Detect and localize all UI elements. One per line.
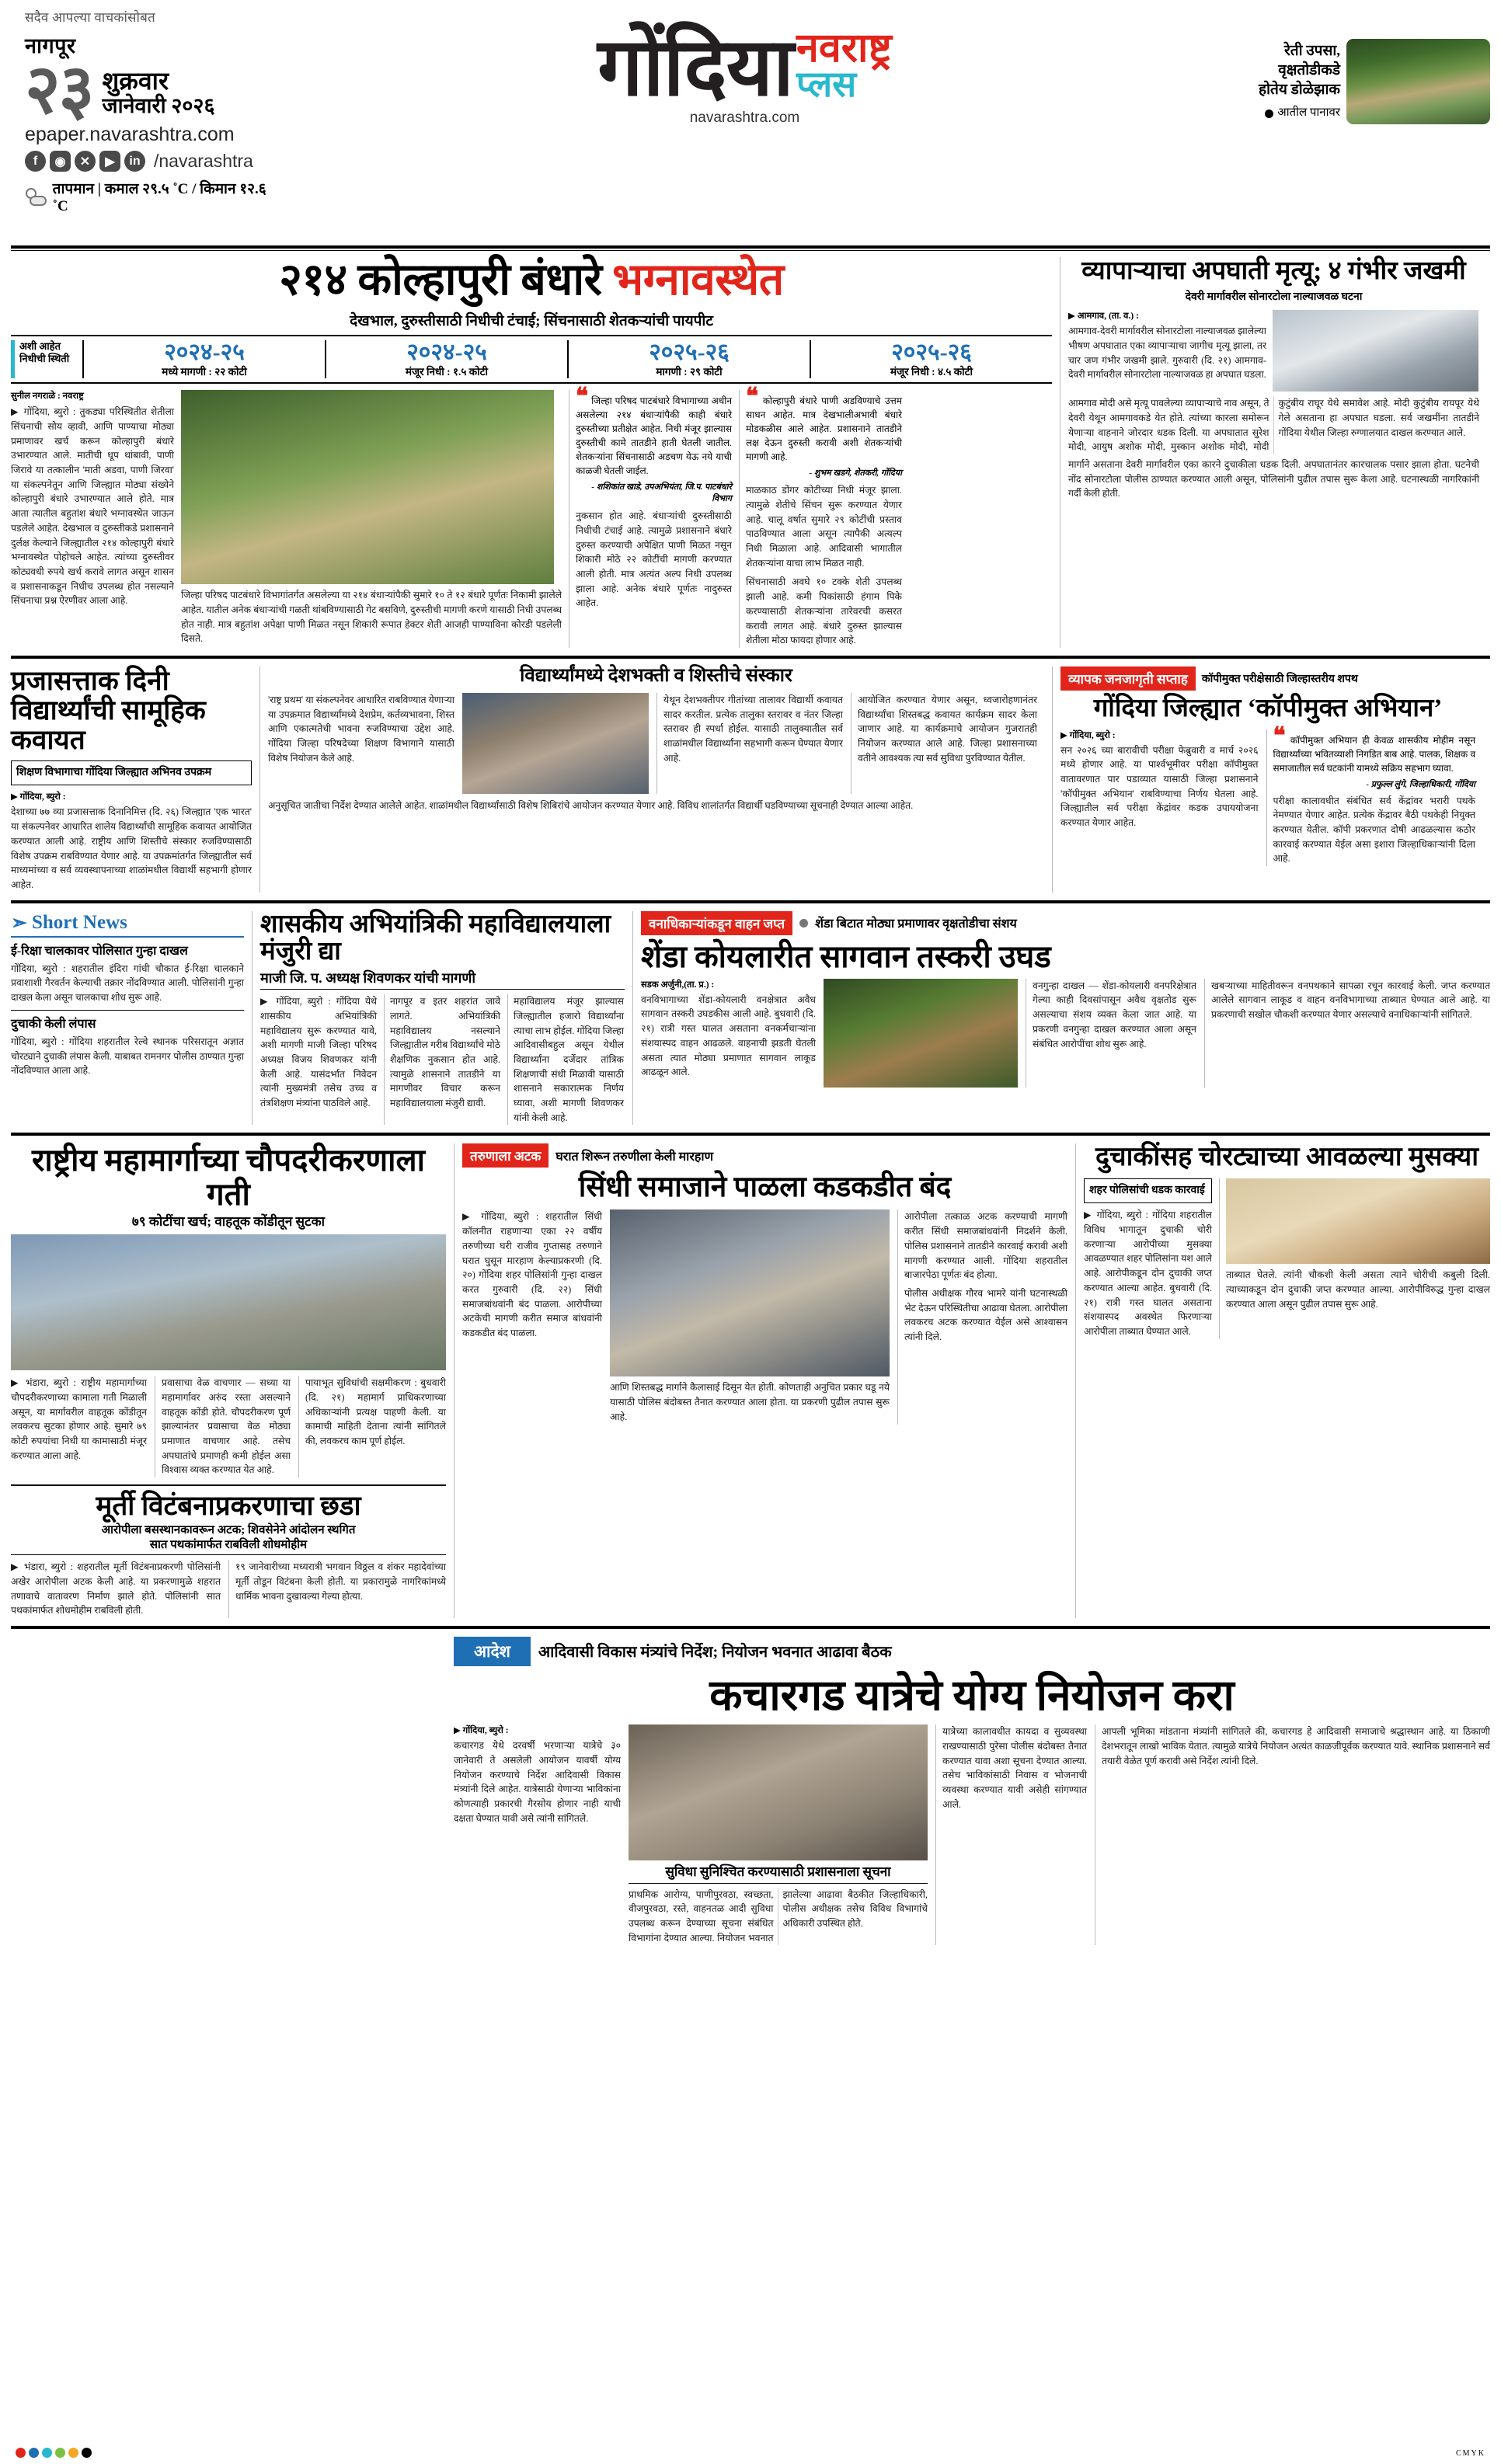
order-bar: आदेश (454, 1637, 531, 1666)
quote-open-icon: ❝ (576, 384, 589, 410)
parade-story (259, 666, 1044, 893)
site-url[interactable]: navarashtra.com (689, 110, 800, 127)
databox-year: २०२४-२५ (164, 339, 245, 365)
copyfree-headline: गोंदिया जिल्ह्यात ‘कॉपीमुक्त अभियान’ (1093, 694, 1443, 722)
temperature-text: तापमान | कमाल २९.५ ˚C / किमान १२.६ ˚C (52, 181, 266, 215)
sindhi-note: घरात शिरून तरुणीला केली मारहाण (555, 1150, 714, 1164)
x-icon[interactable]: ✕ (75, 151, 96, 172)
bike-theft-text-2: ताब्यात घेतले. त्यांनी चौकशी केली असता त्याने चोरीची कबुली दिली. त्याच्याकडून दोन दुचाकी जप्त करण्यात आल्या. आरोपीविरुद्ध गुन्हा दाखल करण्यात आला असून पुढील तपास सुरू आहे. (1226, 1269, 1490, 1310)
dot-yellow (68, 2448, 78, 2458)
education-headline: प्रजासत्ताक दिनी विद्यार्थ्यांची सामूहिक कवायत (11, 665, 206, 755)
kachargad-text-3: यात्रेच्या कालावधीत कायदा व सुव्यवस्था राखण्यासाठी पुरेसा पोलीस बंदोबस्त तैनात करण्यात यावा अशा सूचना देण्यात आल्या. तसेच भाविकांसाठी निवास व भोजनाची व्यवस्था करण्यात यावी असेही सांगण्यात आले. (942, 1726, 1087, 1810)
funding-databoxes (11, 335, 1052, 385)
databox-value: मागणी : २९ कोटी (656, 366, 723, 378)
copyfree-quote-text: कॉपीमुक्त अभियान ही केवळ शासकीय मोहीम नसून विद्यार्थ्यांच्या भवितव्याशी निगडित बाब आहे. पालक, शिक्षक व समाजातील सर्व घटकांनी यामध्ये सक्रिय सहभाग घ्यावा. (1273, 734, 1475, 774)
short-news-column (11, 911, 244, 1126)
teaser-line-1: रेती उपसा, (1284, 43, 1340, 60)
band-4 (11, 1143, 1490, 1617)
top-right-byline: ▶ आमगाव, (ता. व.) : (1068, 311, 1139, 322)
tagline: सदैव आपल्या वाचकांसोबत (25, 10, 155, 25)
short-news-item-1-text: गोंदिया, ब्युरो : शहरातील इंदिरा गांधी चौकात ई-रिक्षा चालकाने प्रवाशाशी गैरवर्तन केल्याची तक्रार नोंदविण्यात आली. पोलिसांनी गुन्हा दाखल केला असून चालकाचा शोध सुरू आहे. (11, 962, 244, 1004)
databox-label: अशी आहेत निधीची स्थिती (11, 340, 82, 379)
databox-year: २०२५-२६ (649, 339, 730, 365)
short-news-arrow-icon: ➣ (11, 912, 27, 934)
lead-text-2: जिल्हा परिषद पाटबंधारे विभागांतर्गत असलेल्या या २१४ बंधाऱ्यांपैकी सुमारे १० ते १२ बंधारे पूर्णतः निकामी झालेले आहेत. यातील अनेक बंधाऱ्यांची गळती थांबविण्यासाठी गेट बसविणे, दुरुस्तीची मागणी करणे यासाठी निधी उपलब्ध होत नाही. मात्र बहुतांश अपेक्षा पाणी मिळत नसून शिकारी रूपात हेक्टर शेती आजही पाण्याविना कोरडी पडलेली दिसते. (181, 590, 562, 645)
highway-subhead: ७९ कोटींचा खर्च; वाहतूक कोंडीतून सुटका (131, 1213, 326, 1229)
education-text: देशाच्या ७७ व्या प्रजासत्ताक दिनानिमित्त (दि. २६) जिल्ह्यात 'एक भारत' या संकल्पनेवर आधारित शालेय विद्यार्थ्यांची सामूहिक कवायत आयोजित करण्यात आली आहे. राष्ट्रीय आणि शिस्तीचे संस्कार रुजविण्यासाठी विशेष उपक्रम राबविण्यात येणार आहे. या उपक्रमांतर्गत जिल्ह्यातील सर्व माध्यमांच्या व सर्व व्यवस्थापनाच्या शाळांमधील विद्यार्थी सहभागी होणार आहेत. (11, 806, 252, 890)
bike-theft-photo (1226, 1178, 1490, 1264)
databox-value: मध्ये मागणी : २२ कोटी (162, 366, 247, 378)
temperature-row (25, 178, 267, 215)
idol-text-2: १९ जानेवारीच्या मध्यरात्री भगवान विठ्ठल व शंकर महादेवांच्या मूर्ती तोडून विटंबना केली होती. या प्रकारामुळे नागरिकांमध्ये धार्मिक भावना दुखावल्या गेल्या होत्या. (235, 1561, 446, 1602)
short-news-item-2-title[interactable]: दुचाकी केली लंपास (11, 1017, 96, 1031)
engineering-headline: शासकीय अभियांत्रिकी महाविद्यालयाला मंजुरी द्या (260, 910, 611, 966)
teaser-text (1222, 42, 1340, 121)
kachargad-text-2: प्राथमिक आरोग्य, पाणीपुरवठा, स्वच्छता, वीजपुरवठा, रस्ते, वाहनतळ आदी सुविधा उपलब्ध करून देण्याच्या सूचना संबंधित विभागांना देण्यात आल्या. नियोजन भवनात झालेल्या आढावा बैठकीत जिल्हाधिकारी, पोलीस अधीक्षक तसेच विविध विभागांचे अधिकारी उपस्थित होते. (629, 1888, 928, 1944)
masthead-teaser[interactable] (1222, 8, 1490, 124)
lead-text-1: ▶ गोंदिया, ब्युरो : तुकड्या परिस्थितीत शेतीला सिंचनाची सोय व्हावी, आणि पाण्याचा मोठ्या प्रमाणावर खर्च करून कोल्हापुरी बंधारे उभारण्यात आले. मातीची धूप थांबावी, पाणी जिरावे या तत्कालीन 'माती अडवा, पाणी जिरवा' या संकल्पनेतून आणि जिल्ह्यात मोठ्या संख्येने कोल्हापुरी बंधारे उभारण्यात आले होते. मात्र आता त्यातील बहुतांश बंधारे भग्नावस्थेत जाऊन पडलेले आहेत. देखभाल व दुरुस्तीकडे प्रशासनाने दुर्लक्ष केल्याने जिल्ह्यातील २१४ कोल्हापुरी बंधारे भग्नावस्थेत पोहोचले आहेत. त्यांच्या दुरुस्तीवर कोट्यवधी रुपये खर्च करावे लागत असून शासन व प्रशासनाकडून निधीच उपलब्ध होत नसल्याने सिंचनाचा प्रश्न ऐरणीवर आला आहे. (11, 406, 174, 607)
dot-red (16, 2448, 26, 2458)
top-right-subhead: देवरी मार्गावरील सोनारटोला नाल्याजवळ घटना (1185, 291, 1363, 304)
kachargad-text-1: कचारगड येथे दरवर्षी भरणाऱ्या यात्रेचे ३० जानेवारी ते असलेली आयोजन यावर्षी योग्य नियोजन करण्याचे निर्देश आदिवासी विकास मंत्र्यांनी दिले आहेत. यात्रेसाठी येणाऱ्या भाविकांना कोणत्याही प्रकारची गैरसोय होणार नाही याची दक्षता घेण्यात यावी असे त्यांनी सांगितले. (454, 1740, 621, 1824)
teaser-subtext: आतील पानावर (1277, 106, 1340, 120)
idol-subhead-2: सात पथकांमार्फत राबविली शोधमोहीम (11, 1539, 446, 1555)
quote-open-icon-2: ❝ (746, 384, 759, 410)
teak-byline: सडक अर्जुनी,(ता. प्र.) : (641, 980, 715, 990)
top-right-text-3: मार्गाने असताना देवरी मार्गावरील एका कारने दुचाकीला धडक दिली. अपघातानंतर कारचालक पसार झाला होता. घटनेची नोंद सोनारटोला पोलीस ठाण्यात करण्यात आली असून, पोलिसांनी पुढील तपास सुरू केला आहे. घटनास्थळी नागरिकांनी गर्दी केली होती. (1068, 459, 1479, 499)
weather-icon (25, 187, 47, 206)
copyfree-quote-source: - प्रफुल्ल लुंगे, जिल्हाधिकारी, गोंदिया (1366, 779, 1475, 789)
bike-theft-text-1: ▶ गोंदिया, ब्युरो : गोंदिया शहरातील विविध भागातून दुचाकी चोरी करणाऱ्या आरोपीच्या मुसक्या आवळण्यात शहर पोलिसांना यश आले आहे. आरोपीकडून दोन दुचाकी जप्त करण्यात आल्या आहेत. बुधवारी (दि. २१) रात्री गस्त घालत असताना संशयास्पद अवस्थेत फिरणाऱ्या आरोपीला ताब्यात घेण्यात आले. (1084, 1209, 1212, 1337)
youtube-icon[interactable]: ▶ (99, 151, 120, 172)
lead-text-5: सिंचनासाठी अवघे १० टक्के शेती उपलब्ध झाली आहे. कमी पिकांसाठी हंगाम पिके करण्यासाठी शेतकऱ्यांना तारेवरची कसरत करावी लागत आहे. बंधारे दुरुस्त झाल्यास शेतीला मोठा फायदा होणार आहे. (746, 576, 902, 646)
facebook-icon[interactable]: f (25, 151, 46, 172)
parade-text-1: 'राष्ट्र प्रथम' या संकल्पनेवर आधारित राबविण्यात येणाऱ्या या उपक्रमात विद्यार्थ्यांमध्ये देशप्रेम, कर्तव्यभावना, शिस्त आणि एकात्मतेची भावना रुजविण्याचा उद्देश आहे. गोंदिया जिल्हा परिषदेच्या शिक्षण विभागाने यासाठी विशेष नियोजन केले आहे. (268, 694, 454, 764)
databox-1 (325, 340, 567, 379)
band4-divider (11, 1626, 1490, 1629)
kachargad-story (454, 1637, 1490, 1946)
parade-text-3: आयोजित करण्यात येणार असून, ध्वजारोहणानंतर विद्यार्थ्यांचा शिस्तबद्ध कवायत कार्यक्रम सादर केला जाणार आहे. या कार्यक्रमाचे आयोजन गुजरातही नियोजन करण्यात आले आहे. जिल्हा प्रशासनाच्या वतीने आवश्यक त्या सर्व सुविधा पुरविण्यात येतील. (858, 694, 1037, 764)
short-news-header (11, 911, 244, 938)
education-byline: ▶ गोंदिया, ब्युरो : (11, 792, 66, 802)
month-year: जानेवारी २०२६ (102, 93, 215, 117)
lead-quote-1-source: - शशिकांत खाडे, उपअभियंता, जि.प. पाटबंधारे विभाग (591, 482, 732, 504)
teaser-photo (1346, 39, 1490, 124)
top-right-story (1060, 257, 1479, 648)
band1-divider (11, 656, 1490, 659)
highway-headline: राष्ट्रीय महामार्गाच्या चौपदरीकरणाला गती (32, 1143, 425, 1212)
dot-black (82, 2448, 92, 2458)
lead-headline-black: २१४ कोल्हापुरी बंधारे (279, 256, 613, 305)
short-news-item-1-title[interactable]: ई-रिक्षा चालकावर पोलिसात गुन्हा दाखल (11, 944, 188, 958)
highway-photo (11, 1234, 446, 1370)
teak-smuggling-story (632, 911, 1490, 1126)
lead-body (11, 384, 1052, 648)
copyfree-quote (1273, 722, 1475, 775)
idol-subhead: आरोपीला बसस्थानकावरून अटक; शिवसेनेने आंदोलन स्थगित (101, 1523, 356, 1537)
date-row (25, 53, 267, 128)
top-right-text-1: आमगाव-देवरी मार्गावरील सोनारटोला नाल्याजवळ झालेल्या भीषण अपघातात एका व्यापाऱ्याचा जागीच मृत्यू झाला, तर चार जण गंभीर जखमी झाले. गुरुवारी (दि. २१) आमगाव-देवरी मार्गावरील सोनारटोला नाल्याजवळ हा अपघात घडला. (1068, 325, 1266, 381)
date-number: २३ (25, 53, 93, 128)
idol-headline: मूर्ती विटंबनाप्रकरणाचा छडा (96, 1491, 361, 1522)
order-note: आदिवासी विकास मंत्र्यांचे निर्देश; नियोजन भवनात आढावा बैठक (538, 1644, 892, 1662)
sindhi-text-2: आरोपीला तत्काळ अटक करण्याची मागणी करीत सिंधी समाजबांधवांनी निदर्शने केली. पोलिस प्रशासनाने तातडीने कारवाई करावी अशी मागणी करण्यात आली. गोंदिया शहरातील बाजारपेठा पूर्णतः बंद होत्या. (904, 1211, 1067, 1281)
kachargad-text-4: आपली भूमिका मांडताना मंत्र्यांनी सांगितले की, कचारगड हे आदिवासी समाजाचे श्रद्धास्थान आहे. या ठिकाणी देशभरातून लाखो भाविक येतात. त्यामुळे यात्रेचे नियोजन अत्यंत काळजीपूर्वक करण्यात यावे. स्थानिक प्रशासनाने सर्व तयारी वेळेत पूर्ण करावी असे निर्देश त्यांनी दिले. (1102, 1726, 1490, 1766)
bullet-icon-2 (799, 919, 808, 927)
lead-headline-red: भग्नावस्थेत (612, 256, 784, 305)
kachargad-photo (629, 1724, 928, 1860)
masthead-logo (267, 8, 1222, 127)
masthead (11, 8, 1490, 241)
databox-value: मंजूर निधी : १.५ कोटी (406, 366, 488, 378)
teak-photo (824, 979, 1018, 1088)
top-right-text-2: आमगाव मोदी असे मृत्यू पावलेल्या व्यापाऱ्याचे नाव असून, ते देवरी येथून आमगावकडे येत होते. त्यांच्या कारला समोरून येणाऱ्या वाहनाने जोरदार धडक दिली. या अपघातात सुरेश मोदी, आयुष अशोक मोदी, मुस्कान अशोक मोदी, मोदी कुटुंबीय राघूर येथे समावेश आहे. मोदी कुटुंबीय रायपूर येथे गेले असताना हा अपघात घडला. सर्व जखमींना तातडीने गोंदिया येथील जिल्हा रुग्णालयात दाखल करण्यात आले. (1068, 398, 1479, 453)
sindhi-photo (610, 1209, 890, 1376)
lead-band (11, 257, 1490, 648)
bullet-icon (1265, 110, 1273, 118)
lead-photo (181, 390, 554, 584)
accident-photo (1273, 310, 1478, 392)
lead-col-3 (569, 384, 732, 648)
bike-theft-box: शहर पोलिसांची धडक कारवाई (1084, 1178, 1212, 1203)
copyfree-note: कॉपीमुक्त परीक्षेसाठी जिल्हास्तरीय शपथ (1201, 673, 1358, 685)
databox-year: २०२४-२५ (406, 339, 487, 365)
social-links[interactable] (25, 151, 267, 172)
sindhi-bandh-story (454, 1143, 1067, 1617)
logo-plus: प्लस (796, 64, 857, 105)
databox-value: मंजूर निधी : ४.५ कोटी (890, 366, 973, 378)
parade-text-4: अनुसूचित जातीचा निर्देश देण्यात आलेले आहेत. शाळांमधील विद्यार्थ्यांसाठी विशेष शिबिरांचे आयोजन करण्यात येणार आहे. विविध शालांतर्गत विद्यार्थी घडविण्याच्या सूचनाही देण्यात आल्या आहेत. (268, 799, 914, 811)
lead-text-3: नुकसान होत आहे. बंधाऱ्यांची दुरुस्तीसाठी निधीची टंचाई आहे. त्यामुळे प्रशासनाने बंधारे दुरुस्त करण्याची अपेक्षित पाणी मिळत नसून शिकारी मोठे २२ कोटींची मागणी करण्यात आली होती. मात्र अत्यंत अल्प निधी उपलब्ध झाला आहे. अनेक बंधारे पूर्णतः नादुरुस्त आहेत. (576, 510, 732, 609)
lead-quote-2 (746, 384, 902, 464)
band2-divider (11, 900, 1490, 903)
short-news-item-2-text: गोंदिया, ब्युरो : गोंदिया शहरातील रेल्वे स्थानक परिसरातून अज्ञात चोरट्याने दुचाकी लंपास केली. याबाबत रामनगर पोलीस ठाण्यात गुन्हा नोंदविण्यात आला आहे. (11, 1036, 244, 1077)
copyfree-byline: ▶ गोंदिया, ब्युरो : (1060, 730, 1116, 740)
masthead-left (11, 8, 267, 215)
lead-col-4 (739, 384, 902, 648)
highway-text-3: पायाभूत सुविधांची सक्षमीकरण : बुधवारी (दि. २१) महामार्ग प्राधिकरणाच्या अधिकाऱ्यांनी प्रत्यक्ष पाहणी केली. या कामाची माहिती देताना त्यांनी सांगितले की, लवकरच काम पूर्ण होईल. (305, 1377, 446, 1446)
copyfree-story (1052, 666, 1475, 893)
sindhi-headline: सिंधी समाजाने पाळला कडकडीत बंद (578, 1171, 952, 1204)
band-3 (11, 911, 1490, 1126)
teak-bar: वनाधिकाऱ्यांकडून वाहन जप्त (641, 911, 792, 935)
kachargad-byline: ▶ गोंदिया, ब्युरो : (454, 1726, 509, 1736)
engineering-text-2: नागपूर व इतर शहरांत जावे लागते. अभियांत्रिकी महाविद्यालय नसल्याने जिल्ह्यातील गरीब विद्यार्थ्यांचे मोठे शैक्षणिक नुकसान होत आहे. त्यामुळे शासनाने तातडीने या मागणीवर विचार करून महाविद्यालयाला मंजुरी द्यावी. (390, 996, 500, 1109)
idol-text-1: ▶ भंडारा, ब्युरो : शहरातील मूर्ती विटंबनाप्रकरणी पोलिसांनी अखेर आरोपीला अटक केली आहे. या प्रकरणामुळे शहरात तणावाचे वातावरण निर्माण झाले होते. पोलिसांनी सात पथकांमार्फत शोधमोहीम राबविली होती. (11, 1561, 221, 1617)
day-name: शुक्रवार (102, 67, 169, 95)
lead-text-4: माळकाठ डोंगर कोटीच्या निधी मंजूर झाला. त्यामुळे शेतीचे सिंचन सुरू करण्यात येणार आहे. चालू वर्षात सुमारे २९ कोटींची प्रस्ताव पाठविण्यात आला असून त्यापैकी अत्यल्प निधी मिळाला आहे. आदिवासी भागातील शेतकऱ्यांना याचा लाभ मिळत नाही. (746, 485, 902, 569)
lead-quote-2-source: - शुभम खडगे, शेतकरी, गोंदिया (809, 468, 902, 479)
masthead-divider (11, 245, 1490, 249)
sindhi-bar: तरुणाला अटक (462, 1143, 549, 1168)
parade-photo (462, 693, 649, 794)
dot-blue (29, 2448, 39, 2458)
social-handle: /navarashtra (154, 151, 253, 172)
engineering-text-3: महाविद्यालय मंजूर झाल्यास जिल्ह्यातील हजारो विद्यार्थ्यांना त्याचा लाभ होईल. गोंदिया जिल्हा आदिवासीबहुल असून येथील विद्यार्थ्यांना दर्जेदार तांत्रिक शिक्षणाची संधी मिळावी यासाठी शासनाने सकारात्मक निर्णय घ्यावा, अशी मागणी शिवणकर यांनी केली आहे. (514, 996, 624, 1123)
linkedin-icon[interactable]: in (124, 151, 145, 172)
masthead-divider-thin (11, 250, 1490, 251)
instagram-icon[interactable]: ◉ (50, 151, 71, 172)
highway-story (11, 1143, 446, 1617)
parade-text-2: येथून देशभक्तीपर गीतांच्या तालावर विद्यार्थी कवायत सादर करतील. प्रत्येक तालुका स्तरावर व नंतर जिल्हा स्तरावर ही स्पर्धा होईल. यासाठी तालुक्यातील सर्व शाळांमधील विद्यार्थ्यांना सहभागी करून घेण्यात येणार आहे. (663, 694, 843, 764)
copyfree-text-2: परीक्षा कालावधीत संबंधित सर्व केंद्रांवर भरारी पथके नेमण्यात येणार आहेत. प्रत्येक केंद्रावर बैठी पथकेही नियुक्त करण्यात येतील. कॉपी प्रकरणात दोषी आढळल्यास कठोर कारवाई करण्यात येईल असा इशारा जिल्हाधिकाऱ्यांनी दिला आहे. (1273, 795, 1475, 865)
highway-text-1: ▶ भंडारा, ब्युरो : राष्ट्रीय महामार्गाच्या चौपदरीकरणाच्या कामाला गती मिळाली असून, या मार्गावरील वाहतूक कोंडीतून लवकरच सुटका होणार आहे. सुमारे ७९ कोटी रुपयांचा निधी या कामासाठी मंजूर करण्यात आला आहे. (11, 1377, 147, 1461)
parade-subtitle: विद्यार्थ्यांमध्ये देशभक्ती व शिस्तीचे संस्कार (520, 665, 792, 686)
education-story (11, 666, 252, 893)
cmyk-marker: CMYK (1455, 2449, 1485, 2458)
lead-quote-2-text: कोल्हापुरी बंधारे पाणी अडविण्याचे उत्तम साधन आहेत. मात्र देखभालीअभावी बंधारे मोडकळीस आले आहेत. प्रशासनाने तातडीने लक्ष देऊन दुरुस्ती करावी अशी शेतकऱ्यांची मागणी आहे. (746, 395, 902, 463)
teaser-subtext-row (1222, 106, 1340, 121)
databox-0 (82, 340, 325, 379)
lead-subhead: देखभाल, दुरुस्तीसाठी निधीची टंचाई; सिंचनासाठी शेतकऱ्यांची पायपीट (350, 312, 713, 329)
copyfree-bar: व्यापक जनजागृती सप्ताह (1060, 666, 1196, 691)
sindhi-text-3: आणि शिस्तबद्ध मार्गाने कैलासाई दिसून येत होती. कोणताही अनुचित प्रकार घडू नये यासाठी पोलिस बंदोबस्त तैनात करण्यात आला होता. या प्रकरणी पुढील तपास सुरू आहे. (610, 1382, 890, 1422)
lead-byline: सुनील नगराळे : नवराष्ट्र (11, 392, 84, 402)
band3-divider (11, 1133, 1490, 1136)
short-news-title: Short News (31, 911, 127, 933)
lead-story (11, 257, 1052, 648)
teak-text-1: वनविभागाच्या शेंडा-कोयलारी वनक्षेत्रात अवैध सागवान तस्करी उघडकीस आली आहे. बुधवारी (दि. २१) रात्री गस्त घालत असताना वनकर्मचाऱ्यांना संशयास्पद वाहन आढळले. वाहनाची झडती घेतली असता त्यात मोठ्या प्रमाणात सागवान लाकूड आढळून आले. (641, 994, 816, 1078)
band-5 (11, 1637, 1490, 1946)
lead-quote-1 (576, 384, 732, 478)
teak-note: शेंडा बिटात मोठ्या प्रमाणावर वृक्षतोडीचा संशय (815, 917, 1017, 931)
education-box: शिक्षण विभागाचा गोंदिया जिल्ह्यात अभिनव उपक्रम (11, 760, 252, 785)
lead-photo-col (181, 390, 562, 648)
bike-theft-headline: दुचाकींसह चोरट्याच्या आवळल्या मुसक्या (1095, 1143, 1479, 1172)
highway-text-2: प्रवासाचा वेळ वाचणार — सध्या या महामार्गावर अरुंद रस्ता असल्याने वाहतूक कोंडी होते. चौपदरीकरण पूर्ण झाल्यानंतर प्रवासाचा वेळ मोठ्या प्रमाणात वाचणार आहे. तसेच अपघातांचे प्रमाणही कमी होईल असा विश्वास व्यक्त करण्यात येत आहे. (162, 1377, 291, 1476)
databox-2 (567, 340, 810, 379)
bike-theft-story (1075, 1143, 1490, 1617)
engineering-college-story (252, 911, 625, 1126)
edition-city: नागपूर (25, 34, 76, 57)
kachargad-subhead: सुविधा सुनिश्चित करण्यासाठी प्रशासनाला सूचना (629, 1865, 928, 1883)
color-registration-dots (16, 2448, 92, 2458)
logo-title: गोंदिया (597, 23, 793, 113)
engineering-text-1: ▶ गोंदिया, ब्युरो : गोंदिया येथे शासकीय अभियांत्रिकी महाविद्यालय सुरू करण्यात यावे, अशी मागणी माजी जिल्हा परिषद अध्यक्ष विजय शिवणकर यांनी केली आहे. यासंदर्भात निवेदन त्यांनी मुख्यमंत्री तसेच उच्च व तंत्रशिक्षण मंत्र्यांना पाठविले आहे. (260, 996, 377, 1109)
quote-open-icon-3: ❝ (1273, 722, 1286, 749)
lead-quote-1-text: जिल्हा परिषद पाटबंधारे विभागाच्या अधीन असलेल्या २१४ बंधाऱ्यांपैकी काही बंधारे दुरुस्तीच्या प्रतीक्षेत आहेत. निधी मंजूर झाल्यास दुरुस्तीची कामे तातडीने हाती घेतली जातील. शेतकऱ्यांना सिंचनासाठी अडचण येऊ नये याची काळजी घेतली जाईल. (576, 395, 732, 477)
teaser-line-3: होतेय डोळेझाक (1258, 81, 1340, 98)
teak-text-2: वनगुन्हा दाखल — शेंडा-कोयलारी वनपरिक्षेत्रात गेल्या काही दिवसांपासून अवैध वृक्षतोड सुरू असल्याचा संशय व्यक्त केला जात आहे. या प्रकरणी वनगुन्हा दाखल करण्यात आला असून संबंधित आरोपींचा शोध सुरू आहे. (1033, 980, 1196, 1049)
lead-col-1 (11, 390, 174, 648)
lead-headline (11, 257, 1052, 304)
engineering-subhead: माजी जि. प. अध्यक्ष शिवणकर यांची मागणी (260, 971, 625, 990)
band-2 (11, 666, 1490, 893)
copyfree-text-1: सन २०२६ च्या बारावीची परीक्षा फेब्रुवारी व मार्च २०२६ मध्ये होणार आहे. या पार्श्वभूमीवर परीक्षा कॉपीमुक्त वातावरणात पार पडाव्यात यासाठी जिल्हा प्रशासनाने 'कॉपीमुक्त अभियान' राबविण्याचा निर्णय घेतला आहे. जिल्ह्यातील सर्व परीक्षा केंद्रांवर कडक उपाययोजना करण्यात येणार आहेत. (1060, 744, 1259, 828)
band5-left-spacer (11, 1637, 446, 1946)
epaper-url[interactable]: epaper.navarashtra.com (25, 124, 235, 146)
sindhi-text-4: पोलीस अधीक्षक गौरव भामरे यांनी घटनास्थळी भेट देऊन परिस्थितीचा आढावा घेतला. आरोपीला लवकरच अटक करण्यात येईल असे आश्वासन त्यांनी दिले. (904, 1287, 1067, 1342)
teak-headline: शेंडा कोयलारीत सागवान तस्करी उघड (641, 938, 1051, 974)
databox-year: २०२५-२६ (891, 339, 972, 365)
logo-navarashtra: नवराष्ट्र (796, 26, 892, 71)
sindhi-text-1: ▶ गोंदिया, ब्युरो : शहरातील सिंधी कॉलनीत राहणाऱ्या एका २२ वर्षीय तरुणीच्या घरी राजीव गुप्तासह तरुणाने घरात घुसून मारहाण केल्याप्रकरणी (दि. २०) गोंदिया शहर पोलिसांनी गुन्हा दाखल करत गुरुवारी (दि. २२) सिंधी समाजबांधवांनी बंद पाळला. आरोपीच्या अटकेची मागणी करीत समाज बांधवांनी कडकडीत बंद पाळला. (462, 1211, 602, 1338)
databox-3 (810, 340, 1052, 379)
dot-cyan (42, 2448, 52, 2458)
teak-text-3: खबऱ्याच्या माहितीवरून वनपथकाने सापळा रचून कारवाई केली. जप्त करण्यात आलेले सागवान लाकूड व वाहन वनविभागाच्या ताब्यात घेण्यात आले आहे. या प्रकरणाची सखोल चौकशी करण्यात येणार असल्याचे वनाधिकाऱ्यांनी सांगितले. (1211, 980, 1490, 1021)
kachargad-headline: कचारगड यात्रेचे योग्य नियोजन करा (709, 1671, 1235, 1719)
top-right-headline: व्यापाऱ्याचा अपघाती मृत्यू; ४ गंभीर जखमी (1081, 257, 1466, 285)
dot-green (55, 2448, 65, 2458)
teaser-line-2: वृक्षतोडीकडे (1278, 61, 1340, 78)
